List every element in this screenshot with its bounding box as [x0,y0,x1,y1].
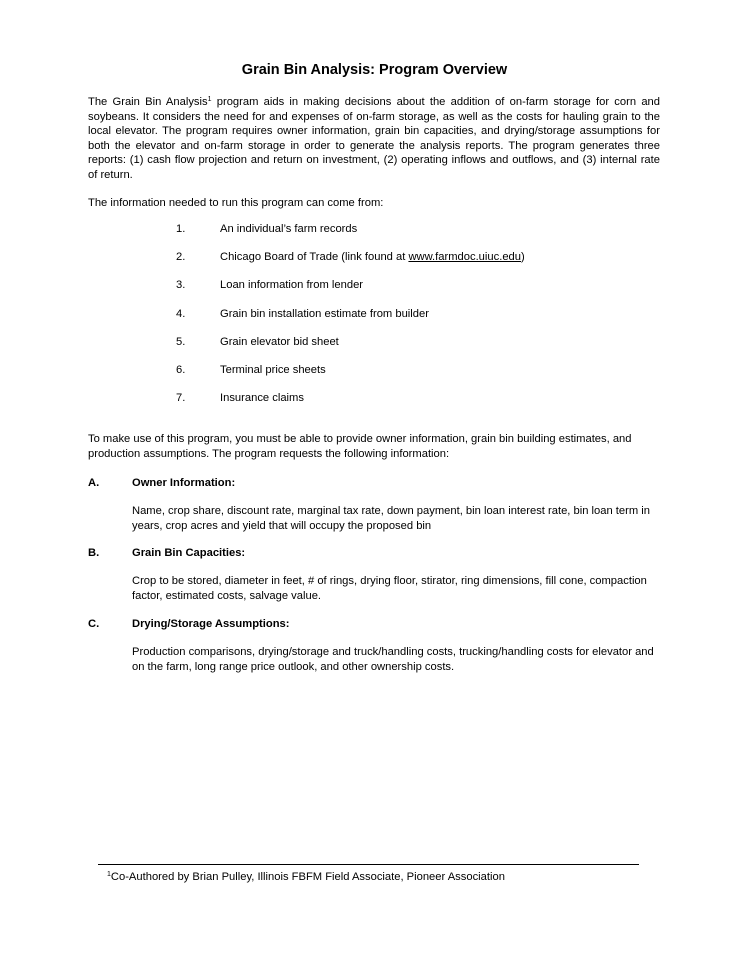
list-item-number: 3. [176,279,186,291]
list-item [0,278,749,292]
sources-intro: The information needed to run this program can come from: [88,197,384,209]
section-body: Production comparisons, drying/storage and truck/handling costs, trucking/handling costs for elevator and on the farm, long range price outlook, and other ownership costs. [132,646,654,673]
list-item-text: Loan information from lender [220,279,364,291]
list-item-number: 4. [176,308,186,320]
list-item-text: Chicago Board of Trade (link found at [220,251,409,263]
list-item-text: Terminal price sheets [220,364,326,376]
footnote-divider [98,864,639,865]
farmdoc-link[interactable]: www.farmdoc.uiuc.edu [408,251,521,263]
section-heading: Drying/Storage Assumptions: [132,618,290,630]
list-item-number: 7. [176,392,186,404]
intro-lead: The Grain Bin Analysis [88,96,208,108]
list-item-text-after: ) [520,251,525,263]
list-item [0,250,749,264]
section-heading: Grain Bin Capacities: [132,547,246,559]
section-letter: A. [88,477,100,489]
section-body: Crop to be stored, diameter in feet, # of rings, drying floor, stirator, ring dimensions, fill cone, compaction factor, estimated costs, salvage value. [132,575,647,602]
section-letter: C. [88,618,100,630]
list-item [0,335,749,349]
list-item-number: 5. [176,336,186,348]
footnote-text: Co-Authored by Brian Pulley, Illinois FBFM Field Associate, Pioneer Association [110,871,505,883]
list-item [0,363,749,377]
list-item-text: Grain elevator bid sheet [220,336,339,348]
footnote-mark: 1 [107,871,111,878]
section-body: Name, crop share, discount rate, marginal tax rate, down payment, bin loan interest rate, bin loan term in years, crop acres and yield that will occupy the proposed bin [132,505,650,532]
list-item-text-with-link [220,250,525,264]
list-item [0,307,749,321]
page-title: Grain Bin Analysis: Program Overview [241,62,508,78]
section-letter: B. [88,547,100,559]
footnote [107,870,505,884]
list-item-text: Insurance claims [220,392,304,404]
intro-rest: program aids in making decisions about the addition of on-farm storage for corn and soybeans. It considers the need for and expenses of on-farm storage, as well as the costs for hauling grain to the local elevator. The program requires owner information, grain bin capacities, and drying/storage assumptions for both the elevator and on-farm storage in order to generate the analysis reports. The program generates three reports: (1) cash flow projection and return on investment, (2) operating inflows and outflows, and (3) internal rate of return. [88,96,660,181]
requirements-intro: To make use of this program, you must be able to provide owner information, grain bin building estimates, and production assumptions. The program requests the following information: [88,433,632,460]
list-item-number: 1. [176,223,186,235]
intro-paragraph [88,95,660,183]
list-item [0,391,749,405]
list-item-number: 2. [176,251,186,263]
list-item [0,222,749,236]
list-item-text: Grain bin installation estimate from builder [220,308,429,320]
section-heading: Owner Information: [132,477,236,489]
footnote-reference: 1 [207,96,212,103]
list-item-number: 6. [176,364,186,376]
list-item-text: An individual’s farm records [220,223,358,235]
